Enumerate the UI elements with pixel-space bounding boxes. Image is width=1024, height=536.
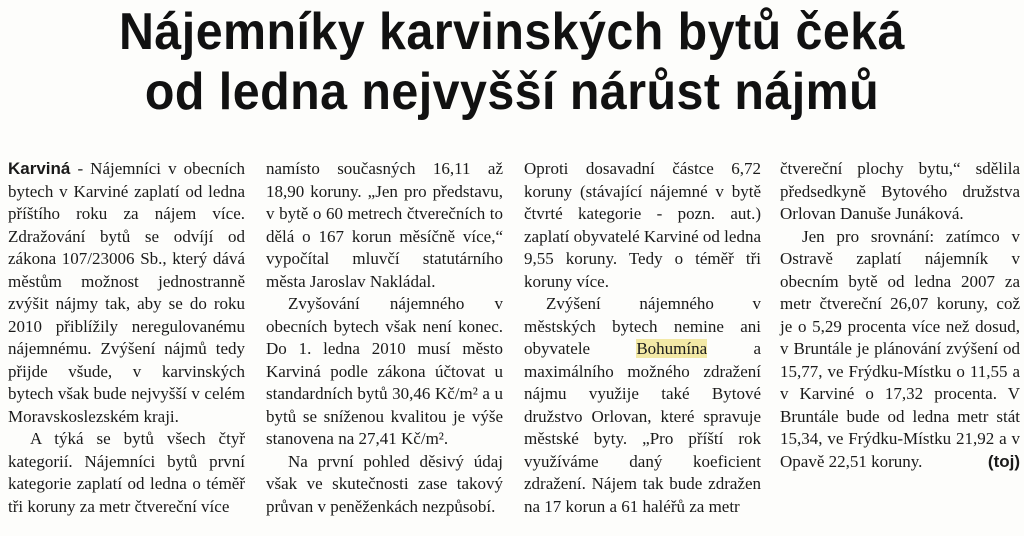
paragraph-1 <box>8 158 245 428</box>
column-1 <box>8 158 245 518</box>
highlighted-word: Bohumína <box>636 339 708 358</box>
paragraph-2: A týká se bytů všech čtyř kategorií. Nájemníci bytů první kategorie zaplatí od ledna o téměř tři koruny za metr čtvereční více <box>8 429 245 516</box>
paragraph-1-text: - Nájemníci v obecních bytech v Karviné zaplatí od ledna příštího roku za nájem více. Zdražování bytů se odvíjí od zákona 107/23006 Sb., který dává městům možnost jednostranně zvýšit nájmy tak, aby se do roku 2010 přiblížily neregulovanému nájemnému. Zvýšení nájmů tedy přijde všude, v karvinských bytech však bude nejvyšší v celém Moravskoslezském kraji. <box>8 159 245 426</box>
paragraph-4: Oproti dosavadní částce 6,72 koruny (stávající nájemné v bytě čtvrté kategorie - pozn. aut.) zaplatí obyvatelé Karviné od ledna 9,55 koruny. Tedy o téměř tři koruny více. <box>524 159 761 291</box>
column-3 <box>524 158 761 518</box>
headline-line-1: Nájemníky karvinských bytů čeká <box>119 3 905 61</box>
paragraph-5-text-a: Zvýšení nájemného v městských bytech nemine ani obyvatele <box>524 294 761 358</box>
paragraph-4: Na první pohled děsivý údaj však ve skutečnosti zase takový průvan v peněženkách nezpůsobí. <box>266 451 503 516</box>
dateline: Karviná <box>8 159 71 178</box>
paragraph-2: namísto současných 16,11 až 18,90 koruny. „Jen pro představu, v bytě o 60 metrech čtverečních to dělá o 167 korun měsíčně více,“ vypočítal mluvčí statutárního města Jaroslav Nakládal. <box>266 159 503 291</box>
paragraph-5 <box>524 293 761 518</box>
headline-line-2: od ledna nejvyšší nárůst nájmů <box>144 63 880 121</box>
column-2 <box>266 158 503 518</box>
paragraph-5-text-b: a maximálního možného zdražení nájmu využije také Bytové družstvo Orlovan, které spravuje městské byty. „Pro příští rok využíváme daný koeficient zdražení. Nájem tak bude zdražen na 17 korun a 61 haléřů za metr <box>524 339 761 516</box>
paragraph-6 <box>780 226 1020 474</box>
article-headline <box>36 2 988 122</box>
paragraph-5 <box>780 158 1020 226</box>
byline: (toj) <box>987 451 1020 471</box>
column-4 <box>780 158 1020 473</box>
article-body <box>8 158 1020 530</box>
paragraph-6-text: Jen pro srovnání: zatímco v Ostravě zaplatí nájemník v obecním bytě od ledna 2007 za metr čtvereční 26,07 koruny, což je o 5,29 procenta více než dosud, v Bruntále je plánování zvýšení od 15,77, ve Frýdku-Místku o 11,55 a v Karviné o 17,32 procenta. V Bruntále bude od ledna metr stát 15,34, ve Frýdku-Místku 21,92 a v Opavě 22,51 koruny. <box>780 226 1020 471</box>
paragraph-3: Zvyšování nájemného v obecních bytech však není konec. Do 1. ledna 2010 musí město Karviná podle zákona účtovat u standardních bytů 30,46 Kč/m² a u bytů se sníženou kvalitou je výše stanovena na 27,41 Kč/m². <box>266 294 503 448</box>
paragraph-5-text-b: čtvereční plochy bytu,“ sdělila předsedkyně Bytového družstva Orlovan Danuše Junáková. <box>780 159 1020 223</box>
